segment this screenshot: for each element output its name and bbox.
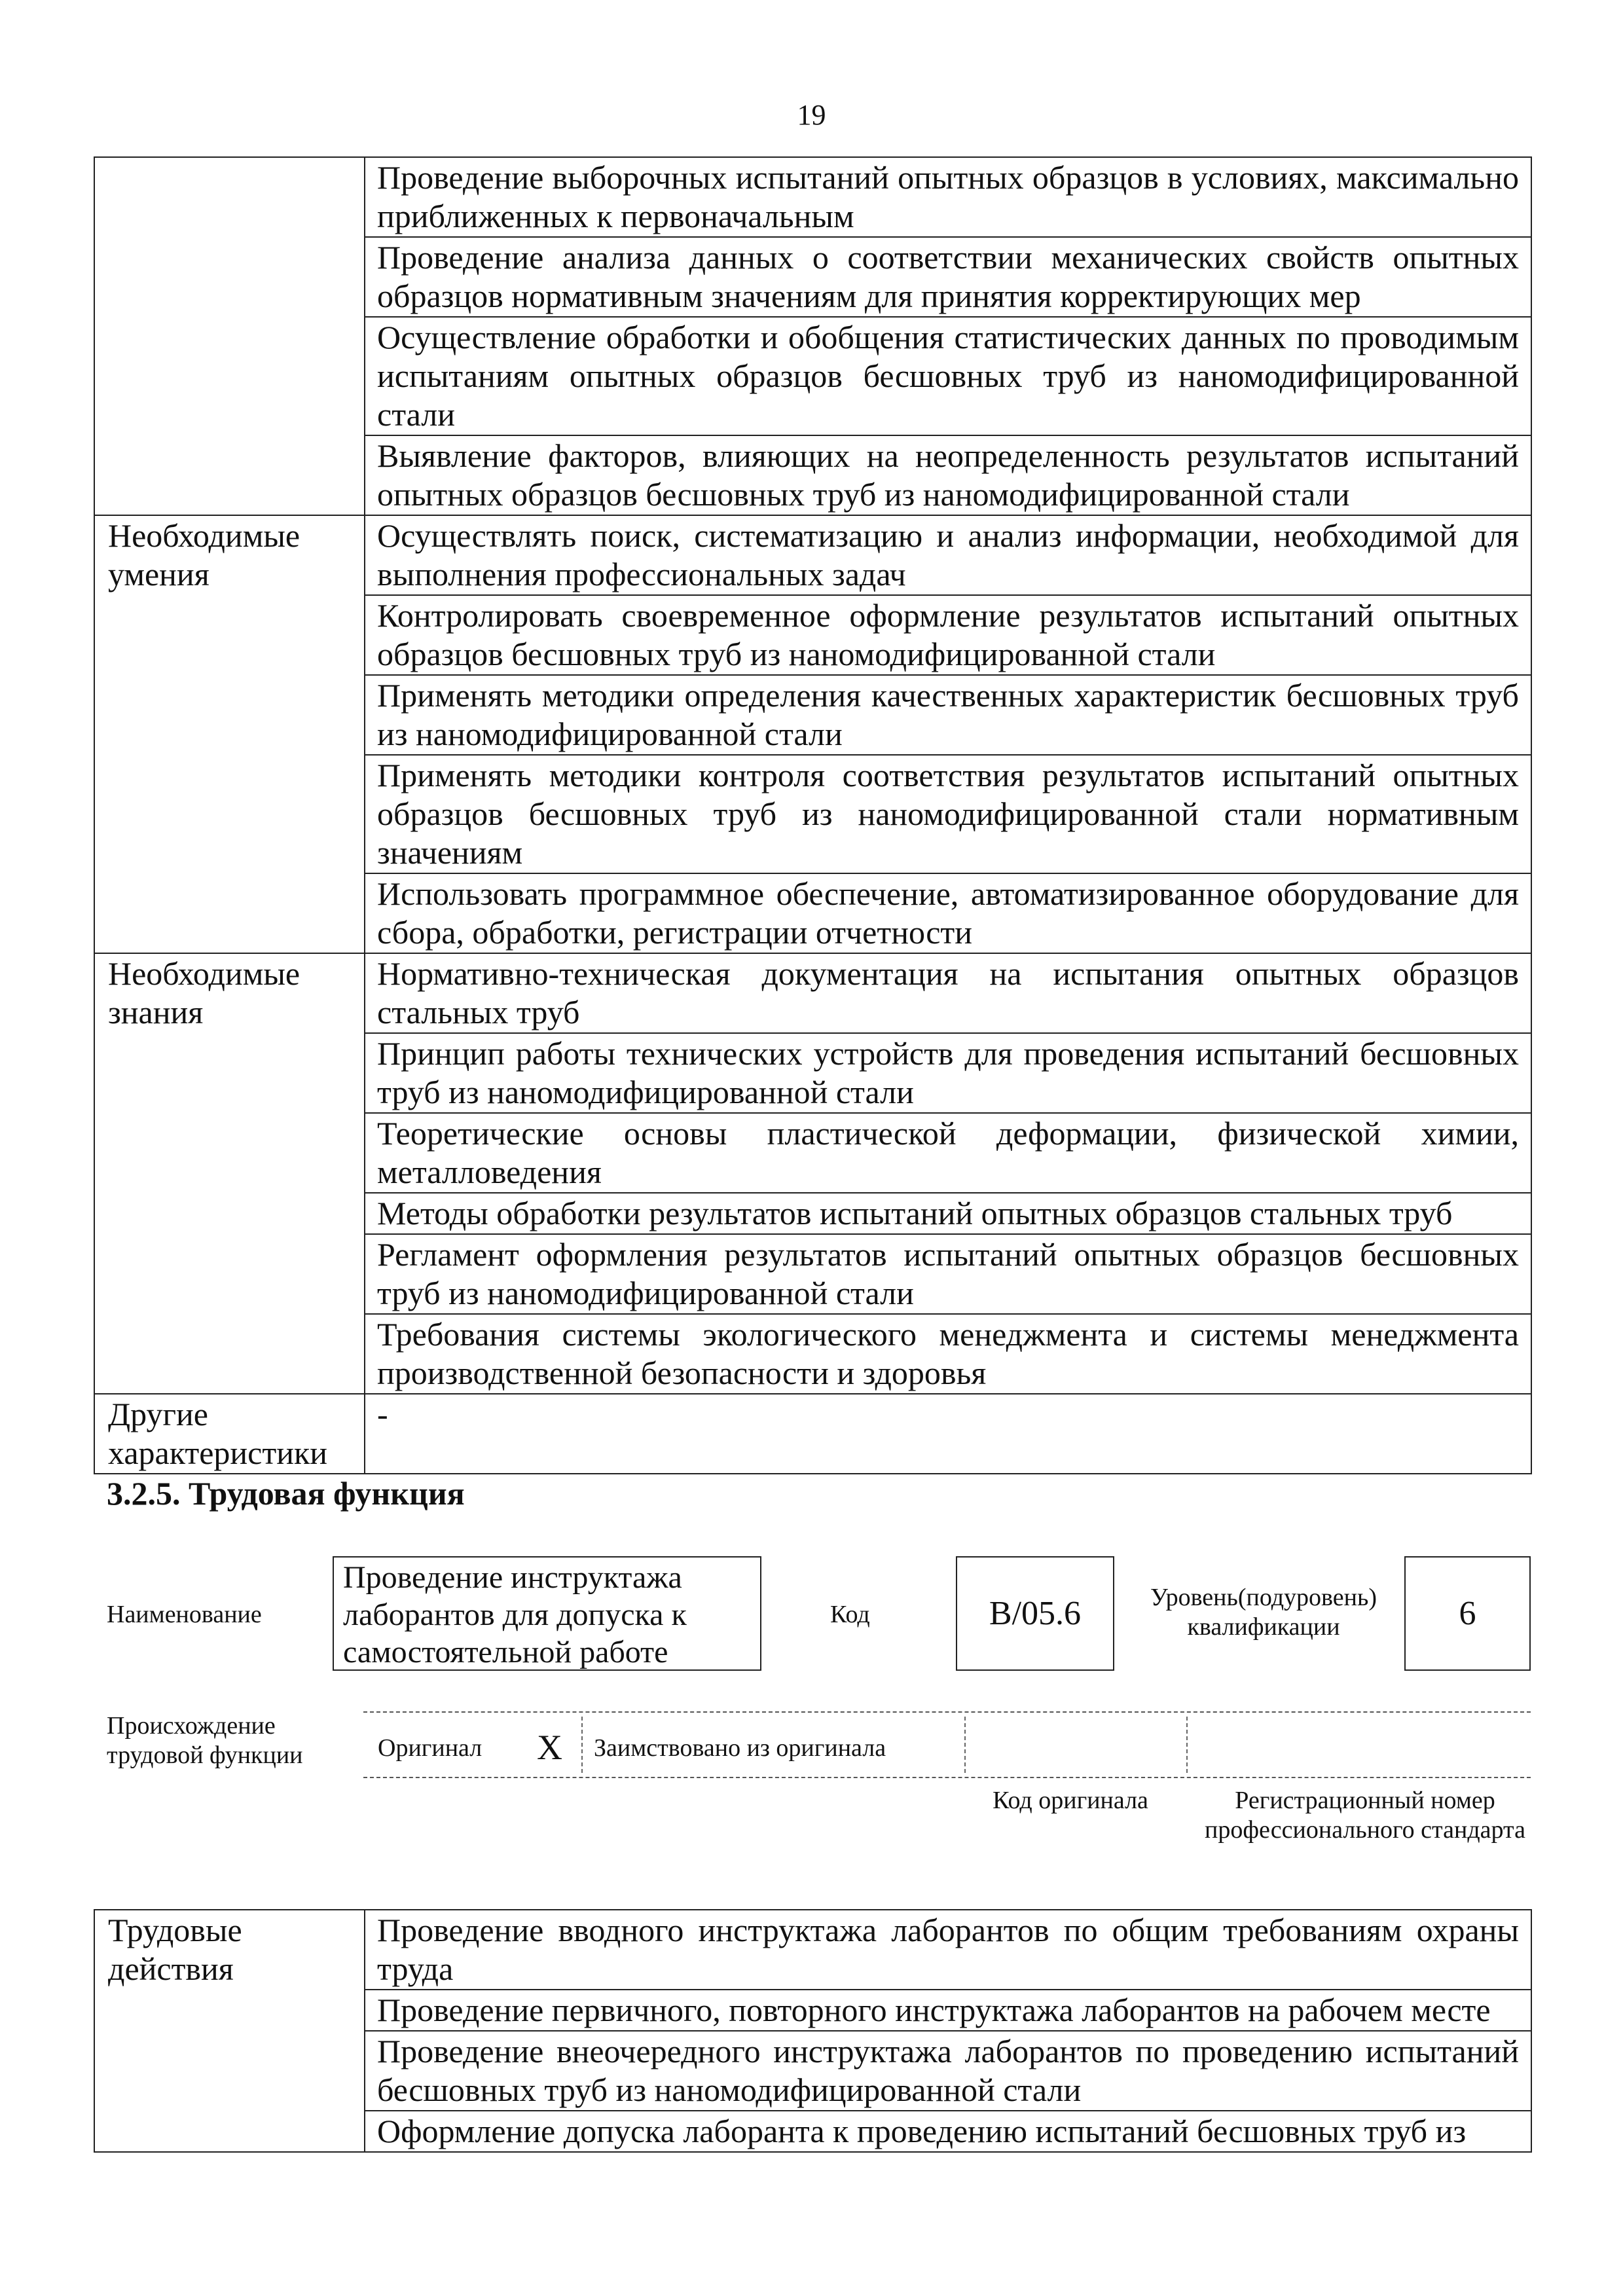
table-row — [94, 953, 1531, 1033]
page-number: 19 — [797, 99, 826, 131]
row-item-text: Регламент оформления результатов испытаний опытных образцов бесшовных труб из наномодифицированной стали — [365, 1234, 1531, 1314]
row-item-text: Теоретические основы пластической деформации, физической химии, металловедения — [365, 1113, 1531, 1193]
name-label: Наименование — [107, 1601, 262, 1628]
table-row — [94, 1394, 1531, 1474]
original-code-label: Код оригинала — [993, 1787, 1148, 1814]
row-category-label: Необходимые умения — [94, 515, 365, 953]
row-item-text: Проведение первичного, повторного инструктажа лаборантов на рабочем месте — [365, 1990, 1531, 2031]
row-item-text: Осуществлять поиск, систематизацию и анализ информации, необходимой для выполнения профессиональных задач — [365, 515, 1531, 595]
row-item-text: Проведение вводного инструктажа лаборантов по общим требованиям охраны труда — [365, 1910, 1531, 1990]
row-item-text: Выявление факторов, влияющих на неопределенность результатов испытаний опытных образцов бесшовных труб из наномодифицированной стали — [365, 435, 1531, 515]
row-category-label: Другие характеристики — [94, 1394, 365, 1474]
row-item-text: Проведение внеочередного инструктажа лаборантов по проведению испытаний бесшовных труб из наномодифицированной стали — [365, 2031, 1531, 2111]
competency-table — [94, 156, 1532, 1474]
function-name-box: Проведение инструктажа лаборантов для допуска к самостоятельной работе — [333, 1556, 761, 1671]
row-item-text: Принцип работы технических устройств для проведения испытаний бесшовных труб из наномодифицированной стали — [365, 1033, 1531, 1113]
row-item-text: Нормативно-техническая документация на испытания опытных образцов стальных труб — [365, 953, 1531, 1033]
section-title: 3.2.5. Трудовая функция — [107, 1475, 465, 1512]
row-item-text: Проведение анализа данных о соответствии механических свойств опытных образцов нормативным значениям для принятия корректирующих мер — [365, 237, 1531, 317]
row-category-label: Необходимые знания — [94, 953, 365, 1394]
origin-row — [363, 1711, 1531, 1778]
origin-divider — [1186, 1717, 1188, 1773]
row-item-text: Проведение выборочных испытаний опытных образцов в условиях, максимально приближенных к первоначальным — [365, 157, 1531, 237]
code-label: Код — [830, 1601, 870, 1628]
row-item-text: - — [365, 1394, 1531, 1474]
origin-divider — [964, 1717, 966, 1773]
row-item-text: Использовать программное обеспечение, автоматизированное оборудование для сбора, обработки, регистрации отчетности — [365, 873, 1531, 953]
labor-actions-table — [94, 1909, 1532, 2153]
row-item-text: Осуществление обработки и обобщения статистических данных по проводимым испытаниям опытных образцов бесшовных труб из наномодифицированной стали — [365, 317, 1531, 435]
qualification-level-label: Уровень(подуровень) квалификации — [1150, 1584, 1377, 1641]
origin-x-mark: X — [537, 1728, 562, 1767]
row-item-text: Оформление допуска лаборанта к проведению испытаний бесшовных труб из — [365, 2111, 1531, 2152]
row-item-text: Контролировать своевременное оформление результатов испытаний опытных образцов бесшовных труб из наномодифицированной стали — [365, 595, 1531, 675]
row-item-text: Требования системы экологического менеджмента и системы менеджмента производственной безопасности и здоровья — [365, 1314, 1531, 1394]
origin-borrowed-label: Заимствовано из оригинала — [594, 1734, 886, 1762]
qualification-level-box: 6 — [1404, 1556, 1531, 1671]
table-row — [94, 515, 1531, 595]
row-category-label: Трудовые действия — [94, 1910, 365, 2152]
table-row — [94, 157, 1531, 237]
row-item-text: Применять методики определения качественных характеристик бесшовных труб из наномодифицированной стали — [365, 675, 1531, 755]
row-item-text: Методы обработки результатов испытаний опытных образцов стальных труб — [365, 1193, 1531, 1234]
origin-original-label: Оригинал — [378, 1734, 483, 1762]
row-category-label — [94, 157, 365, 515]
code-value-box: B/05.6 — [956, 1556, 1114, 1671]
row-item-text: Применять методики контроля соответствия результатов испытаний опытных образцов бесшовных труб из наномодифицированной стали нормативным значениям — [365, 755, 1531, 873]
origin-label: Происхождение трудовой функции — [107, 1712, 303, 1769]
table-row — [94, 1910, 1531, 1990]
origin-divider — [581, 1717, 583, 1773]
registration-number-label: Регистрационный номер профессионального стандарта — [1205, 1787, 1525, 1844]
